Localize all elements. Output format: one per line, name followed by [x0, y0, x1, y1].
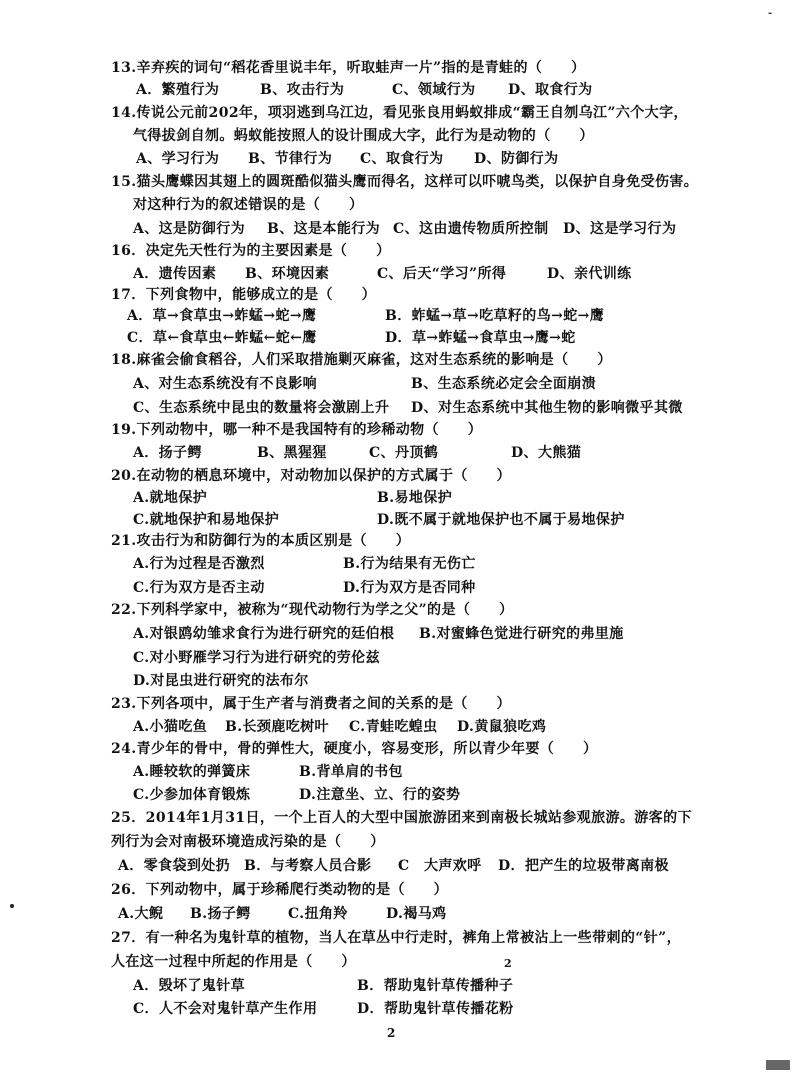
q27-option-c: C．人不会对鬼针草产生作用 — [133, 1001, 318, 1017]
q19-stem: 19.下列动物中，哪一种不是我国特有的珍稀动物（ ） — [111, 422, 483, 438]
q13-option-a: A．繁殖行为 — [136, 82, 220, 98]
q25-option-a: A．零食袋到处扔 — [118, 858, 231, 874]
q19-option-b: B、黑猩猩 — [257, 445, 327, 461]
q13-stem: 13.辛弃疾的词句“稻花香里说丰年，听取蛙声一片”指的是青蛙的（ ） — [111, 60, 586, 76]
q27-option-a: A．毁坏了鬼针草 — [133, 978, 246, 994]
q27-stem-cont: 人在这一过程中所起的作用是（ ） — [111, 954, 356, 970]
q26-stem: 26．下列动物中，属于珍稀爬行类动物的是（ ） — [111, 882, 449, 898]
page-number: 2 — [387, 1026, 396, 1040]
q15-option-b: B、这是本能行为 — [267, 221, 381, 237]
q17-option-d: D．草→蚱蜢→食草虫→鹰→蛇 — [385, 330, 576, 346]
q19-option-a: A．扬子鳄 — [133, 445, 202, 461]
q26-option-a: A.大鲵 — [118, 906, 164, 922]
q25-option-b: B．与考察人员合影 — [244, 858, 372, 874]
q16-option-d: D、亲代训练 — [547, 266, 632, 282]
q23-option-b: B.长颈鹿吃树叶 — [225, 719, 329, 735]
q14-option-c: C、取食行为 — [360, 151, 444, 167]
q17-option-b: B．蚱蜢→草→吃草籽的鸟→蛇→鹰 — [385, 308, 605, 324]
q25-stem-cont: 列行为会对南极环境造成污染的是（ ） — [111, 834, 385, 850]
q17-option-a: A．草→食草虫→蚱蜢→蛇→鹰 — [127, 308, 317, 324]
q26-option-b: B.扬子鳄 — [190, 906, 251, 922]
q15-stem: 15.猫头鹰蝶因其翅上的圆斑酷似猫头鹰而得名，这样可以吓唬鸟类，以保护自身免受伤害。 — [111, 174, 699, 190]
q16-option-c: C、后天“学习”所得 — [377, 266, 507, 282]
q25-stem: 25．2014年1月31日，一个上百人的大型中国旅游团来到南极长城站参观旅游。游客的下 — [111, 810, 692, 826]
q21-stem: 21.攻击行为和防御行为的本质区别是（ ） — [111, 533, 411, 549]
stray-mark: 2 — [504, 957, 513, 970]
scanner-watermark — [766, 1060, 790, 1070]
q18-option-b: B、生态系统必定会全面崩溃 — [411, 376, 597, 392]
q21-option-d: D.行为双方是否同种 — [343, 580, 476, 596]
q13-option-c: C、领域行为 — [392, 82, 476, 98]
q22-option-a: A.对银鸥幼雏求食行为进行研究的廷伯根 — [133, 626, 395, 642]
q20-option-a: A.就地保护 — [133, 490, 208, 506]
scan-speck — [10, 904, 14, 908]
q26-option-c: C.扭角羚 — [288, 906, 348, 922]
q21-option-a: A.行为过程是否激烈 — [133, 556, 265, 572]
q19-option-d: D、大熊猫 — [511, 445, 582, 461]
q23-stem: 23.下列各项中，属于生产者与消费者之间的关系的是（ ） — [111, 696, 511, 712]
q21-option-b: B.行为结果有无伤亡 — [343, 556, 476, 572]
q18-stem: 18.麻雀会偷食稻谷，人们采取措施剿灭麻雀，这对生态系统的影响是（ ） — [111, 352, 612, 368]
q20-stem: 20.在动物的栖息环境中，对动物加以保护的方式属于（ ） — [111, 468, 511, 484]
q27-stem: 27．有一种名为鬼针草的植物，当人在草丛中行走时，裤角上常被沾上一些带刺的“针”， — [111, 930, 681, 946]
q15-option-c: C、这由遗传物质所控制 — [393, 221, 549, 237]
q17-stem: 17．下列食物中，能够成立的是（ ） — [111, 287, 377, 303]
q27-option-b: B．帮助鬼针草传播种子 — [357, 978, 514, 994]
q25-option-d: D．把产生的垃圾带离南极 — [498, 858, 669, 874]
q24-option-d: D.注意坐、立、行的姿势 — [299, 787, 461, 803]
q24-option-c: C.少参加体育锻炼 — [133, 787, 251, 803]
q19-option-c: C、丹顶鹤 — [369, 445, 439, 461]
q15-option-d: D、这是学习行为 — [563, 221, 677, 237]
q24-option-a: A.睡较软的弹簧床 — [133, 764, 251, 780]
q24-option-b: B.背单肩的书包 — [299, 764, 403, 780]
q22-option-d: D.对昆虫进行研究的法布尔 — [133, 673, 309, 689]
q20-option-d: D.既不属于就地保护也不属于易地保护 — [377, 512, 625, 528]
q13-option-b: B、攻击行为 — [260, 82, 345, 98]
q18-option-c: C、生态系统中昆虫的数量将会激剧上升 — [133, 400, 390, 416]
q22-option-b: B.对蜜蜂色觉进行研究的弗里施 — [419, 626, 624, 642]
q20-option-c: C.就地保护和易地保护 — [133, 512, 280, 528]
q16-option-a: A．遗传因素 — [133, 266, 217, 282]
q18-option-d: D、对生态系统中其他生物的影响微乎其微 — [411, 400, 683, 416]
q27-option-d: D．帮助鬼针草传播花粉 — [357, 1001, 514, 1017]
q26-option-d: D.褐马鸡 — [386, 906, 447, 922]
q18-option-a: A、对生态系统没有不良影响 — [133, 376, 318, 392]
q24-stem: 24.青少年的骨中，骨的弹性大，硬度小，容易变形，所以青少年要（ ） — [111, 741, 598, 757]
q20-option-b: B.易地保护 — [377, 490, 453, 506]
q15-stem-cont: 对这种行为的叙述错误的是（ ） — [133, 197, 364, 213]
q14-stem-cont: 气得拔剑自刎。蚂蚁能按照人的设计围成大字，此行为是动物的（ ） — [133, 128, 594, 144]
q22-stem: 22.下列科学家中，被称为“现代动物行为学之父”的是（ ） — [111, 602, 514, 618]
q21-option-c: C.行为双方是否主动 — [133, 580, 265, 596]
q13-option-d: D、取食行为 — [508, 82, 593, 98]
q25-option-c: C 大声欢呼 — [398, 858, 482, 874]
q23-option-c: C.青蛙吃蝗虫 — [349, 719, 438, 735]
q14-option-a: A、学习行为 — [136, 151, 220, 167]
q23-option-a: A.小猫吃鱼 — [133, 719, 208, 735]
q14-option-b: B、节律行为 — [248, 151, 333, 167]
q22-option-c: C.对小野雁学习行为进行研究的劳伦兹 — [133, 650, 380, 666]
q15-option-a: A、这是防御行为 — [133, 221, 246, 237]
q14-stem: 14.传说公元前202年，项羽逃到乌江边，看见张良用蚂蚁排成“霸王自刎乌江”六个大字， — [111, 105, 688, 121]
q17-option-c: C．草←食草虫←蚱蜢←蛇←鹰 — [127, 330, 317, 346]
q16-option-b: B、环境因素 — [245, 266, 330, 282]
q23-option-d: D.黄鼠狼吃鸡 — [457, 719, 547, 735]
q16-stem: 16．决定先天性行为的主要因素是（ ） — [111, 243, 391, 259]
corner-mark: - — [768, 8, 773, 19]
q14-option-d: D、防御行为 — [474, 151, 559, 167]
